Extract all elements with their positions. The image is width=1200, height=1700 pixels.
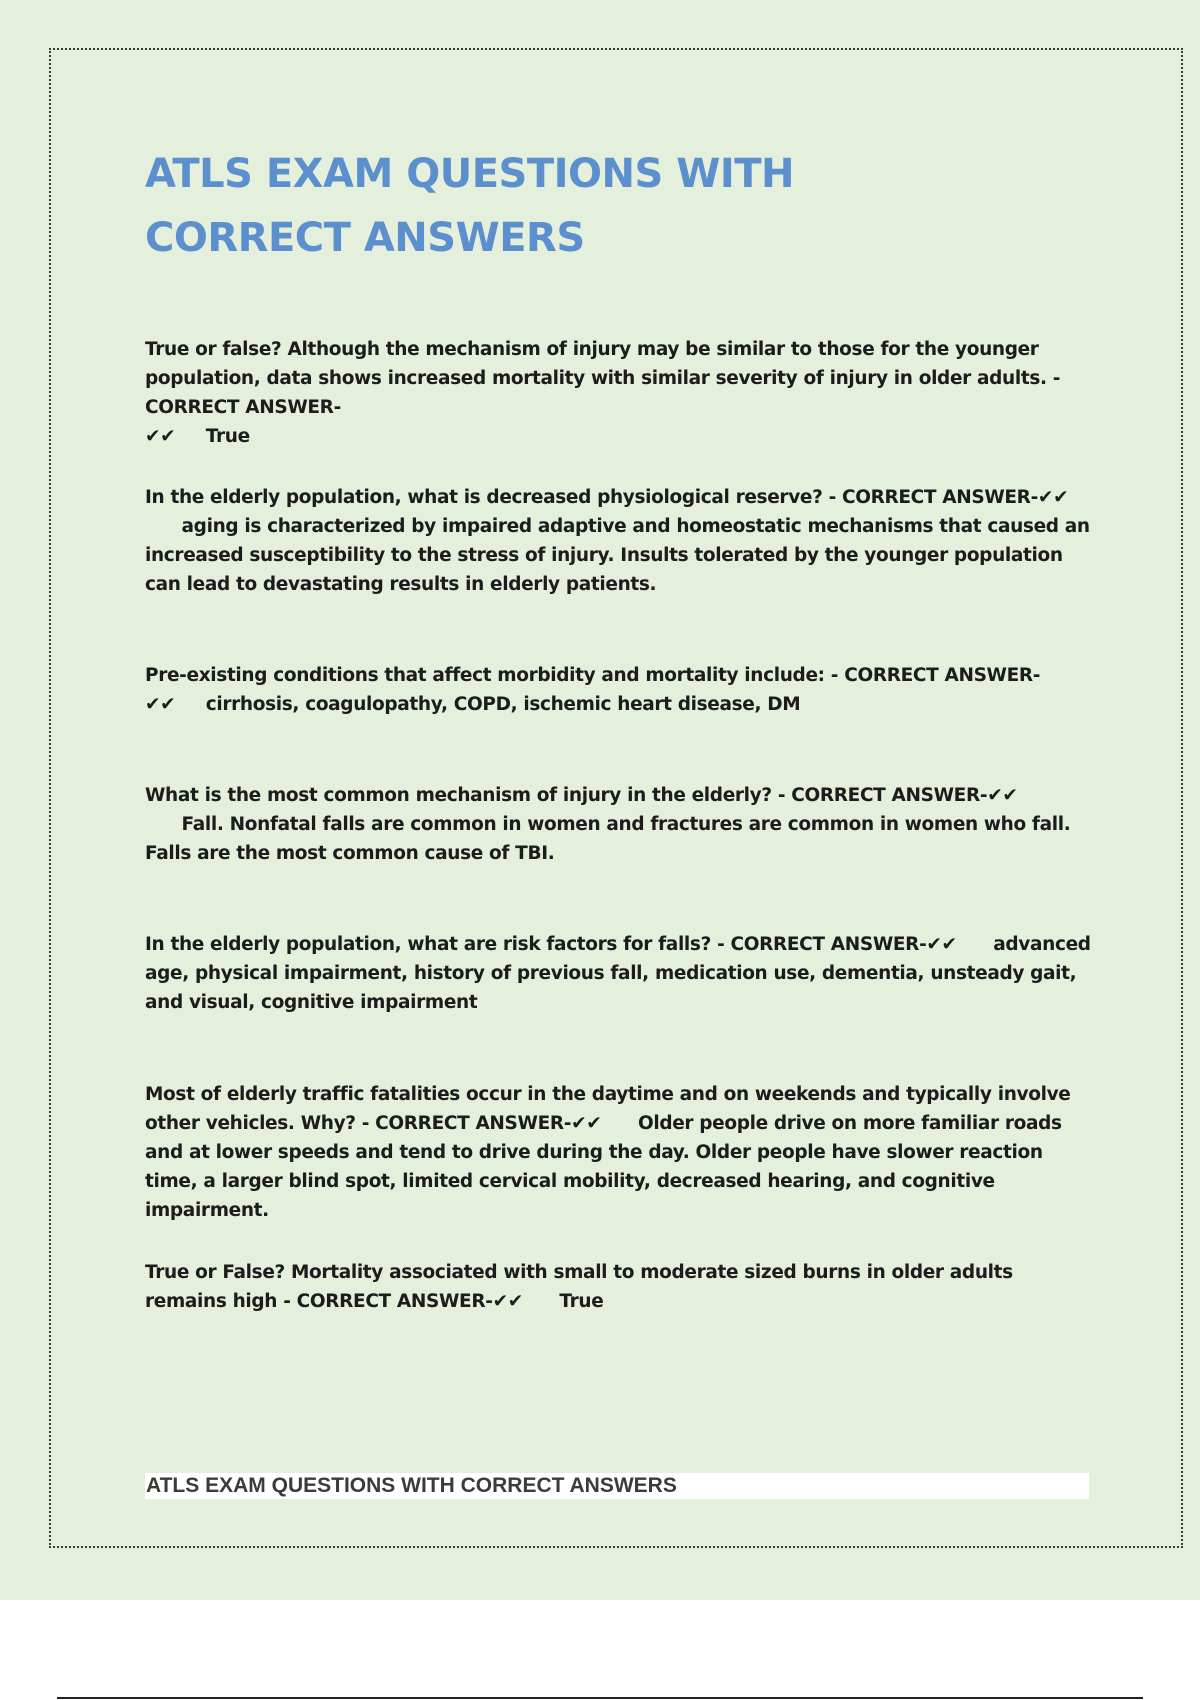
answer-marker: - CORRECT ANSWER- — [828, 487, 1038, 508]
question-text: Most of elderly traffic fatalities occur in the daytime and on weekends and typically involve other vehicles. Why? — [145, 1084, 1071, 1134]
qa-item — [145, 483, 1095, 599]
check-marks-icon: ✔✔ — [571, 1113, 602, 1134]
answer-marker: - CORRECT ANSWER- — [145, 368, 1061, 418]
answer-text: advanced age, physical impairment, history of previous fall, medication use, dementia, unsteady gait, and visual, cognitive impairment — [145, 934, 1091, 1013]
question-text: True or False? Mortality associated with small to moderate sized burns in older adults remains high — [145, 1262, 1013, 1312]
answer-text: True — [559, 1291, 604, 1312]
check-marks-icon: ✔✔ — [987, 785, 1018, 806]
check-marks-icon: ✔✔ — [926, 934, 957, 955]
qa-item — [145, 1080, 1095, 1225]
footer-title: ATLS EXAM QUESTIONS WITH CORRECT ANSWERS — [146, 1474, 677, 1497]
answer-text: cirrhosis, coagulopathy, COPD, ischemic heart disease, DM — [205, 694, 801, 715]
qa-item — [145, 781, 1095, 868]
document-title: ATLS EXAM QUESTIONS WITH CORRECT ANSWERS — [145, 151, 794, 261]
qa-item — [145, 661, 1095, 719]
answer-marker: - CORRECT ANSWER- — [283, 1291, 493, 1312]
question-text: In the elderly population, what is decreased physiological reserve? — [145, 487, 823, 508]
answer-marker: - CORRECT ANSWER- — [361, 1113, 572, 1134]
check-marks-icon: ✔✔ — [492, 1291, 523, 1312]
question-text: True or false? Although the mechanism of injury may be similar to those for the younger population, data shows increased mortality with similar severity of injury in older adults. — [145, 339, 1047, 389]
answer-marker: - CORRECT ANSWER- — [830, 665, 1041, 686]
question-text: Pre-existing conditions that affect morbidity and mortality include: — [145, 665, 825, 686]
answer-marker: - CORRECT ANSWER- — [777, 785, 988, 806]
answer-text: aging is characterized by impaired adaptive and homeostatic mechanisms that caused an increased susceptibility to the stress of injury. Insults tolerated by the younger population can lead to devastating results in elderly patients. — [145, 516, 1090, 595]
check-marks-icon: ✔✔ — [1037, 487, 1069, 508]
qa-item — [145, 930, 1095, 1017]
answer-text: Fall. Nonfatal falls are common in women and fractures are common in women who fall. Falls are the most common cause of TBI. — [145, 814, 1071, 864]
answer-text: Older people drive on more familiar roads and at lower speeds and tend to drive during the day. Older people have slower reaction time, a larger blind spot, limited cervical mobility, decreased hearing, and cognitive impairment. — [145, 1113, 1062, 1221]
check-marks-icon: ✔✔ — [145, 694, 176, 715]
qa-item — [145, 1258, 1095, 1316]
question-text: In the elderly population, what are risk factors for falls? — [145, 934, 711, 955]
qa-item — [145, 335, 1095, 451]
answer-marker: - CORRECT ANSWER- — [717, 934, 927, 955]
answer-text: True — [205, 426, 250, 447]
page-bottom-rule — [57, 1697, 1143, 1699]
question-text: What is the most common mechanism of injury in the elderly? — [145, 785, 772, 806]
check-marks-icon: ✔✔ — [145, 426, 176, 447]
